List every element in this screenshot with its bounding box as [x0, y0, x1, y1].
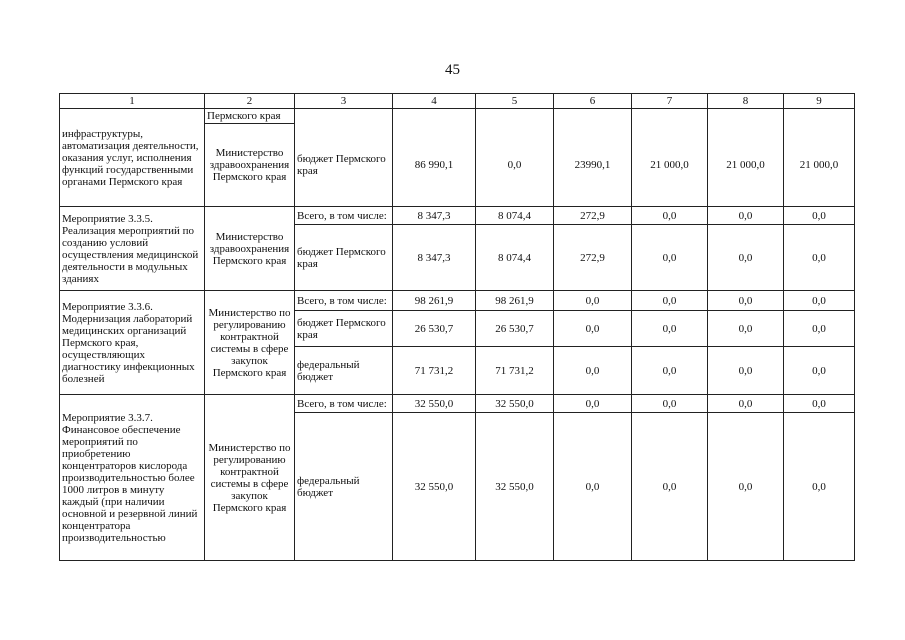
executor-cell: Министерство по регулированию контрактной системы в сфере закупок Пермского края: [205, 395, 295, 561]
value-cell: 21 000,0: [632, 124, 708, 207]
value-cell: 0,0: [554, 291, 632, 311]
executor-cell: Пермского края: [205, 109, 295, 124]
value-cell: 8 347,3: [393, 207, 476, 225]
funding-source: федеральный бюджет: [295, 413, 393, 561]
value-cell: 8 074,4: [476, 207, 554, 225]
value-cell: 0,0: [554, 413, 632, 561]
header-col-3: 3: [295, 94, 393, 109]
table-row: [60, 395, 855, 413]
value-cell: 0,0: [554, 347, 632, 395]
value-cell: 0,0: [632, 347, 708, 395]
value-cell: 0,0: [632, 207, 708, 225]
value-cell: 0,0: [784, 347, 855, 395]
value-cell: 0,0: [708, 347, 784, 395]
funding-source: бюджет Пермского края: [295, 225, 393, 291]
executor-cell: Министерство здравоохранения Пермского края: [205, 124, 295, 207]
header-col-4: 4: [393, 94, 476, 109]
measure-name: Мероприятие 3.3.7. Финансовое обеспечение мероприятий по приобретению концентраторов кислорода производительностью более 1000 литров в минуту каждый (при наличии основной и резервной линий концентратора производительностью: [60, 395, 205, 561]
table-row: [60, 109, 855, 124]
value-cell: 0,0: [554, 311, 632, 347]
value-cell: 0,0: [784, 413, 855, 561]
value-cell: 86 990,1: [393, 124, 476, 207]
value-cell: 0,0: [632, 311, 708, 347]
value-cell: 0,0: [784, 291, 855, 311]
funding-source: Всего, в том числе:: [295, 207, 393, 225]
measure-name: инфраструктуры, автоматизация деятельности, оказания услуг, исполнения функций государственными органами Пермского края: [60, 109, 205, 207]
header-col-7: 7: [632, 94, 708, 109]
value-cell: 26 530,7: [393, 311, 476, 347]
value-cell: 0,0: [784, 395, 855, 413]
value-cell: 32 550,0: [476, 413, 554, 561]
executor-cell: Министерство здравоохранения Пермского края: [205, 207, 295, 291]
value-cell: 98 261,9: [393, 291, 476, 311]
value-cell: 0,0: [708, 207, 784, 225]
value-cell: 272,9: [554, 225, 632, 291]
table-row: [60, 207, 855, 225]
value-cell: 0,0: [708, 395, 784, 413]
value-cell: 0,0: [632, 413, 708, 561]
value-cell: 21 000,0: [708, 124, 784, 207]
header-col-9: 9: [784, 94, 855, 109]
empty-cell: [708, 109, 784, 124]
value-cell: 0,0: [784, 207, 855, 225]
value-cell: 26 530,7: [476, 311, 554, 347]
budget-table: [59, 93, 855, 561]
header-row: [60, 94, 855, 109]
value-cell: 0,0: [784, 311, 855, 347]
empty-cell: [784, 109, 855, 124]
value-cell: 0,0: [554, 395, 632, 413]
measure-name: Мероприятие 3.3.5. Реализация мероприятий по созданию условий осуществления медицинской деятельности в модульных зданиях: [60, 207, 205, 291]
value-cell: 21 000,0: [784, 124, 855, 207]
value-cell: 0,0: [708, 291, 784, 311]
empty-cell: [476, 109, 554, 124]
value-cell: 8 074,4: [476, 225, 554, 291]
empty-cell: [554, 109, 632, 124]
header-col-1: 1: [60, 94, 205, 109]
value-cell: 23990,1: [554, 124, 632, 207]
funding-source: бюджет Пермского края: [295, 311, 393, 347]
value-cell: 32 550,0: [393, 413, 476, 561]
empty-cell: [295, 109, 393, 124]
value-cell: 8 347,3: [393, 225, 476, 291]
funding-source: федеральный бюджет: [295, 347, 393, 395]
value-cell: 0,0: [632, 291, 708, 311]
value-cell: 0,0: [784, 225, 855, 291]
executor-cell: Министерство по регулированию контрактной системы в сфере закупок Пермского края: [205, 291, 295, 395]
header-col-2: 2: [205, 94, 295, 109]
value-cell: 32 550,0: [393, 395, 476, 413]
value-cell: 0,0: [632, 225, 708, 291]
header-col-5: 5: [476, 94, 554, 109]
page-number: 45: [445, 62, 460, 78]
funding-source: бюджет Пермского края: [295, 124, 393, 207]
value-cell: 32 550,0: [476, 395, 554, 413]
measure-name: Мероприятие 3.3.6. Модернизация лабораторий медицинских организаций Пермского края, осуществляющих диагностику инфекционных болезней: [60, 291, 205, 395]
value-cell: 71 731,2: [476, 347, 554, 395]
empty-cell: [632, 109, 708, 124]
funding-source: Всего, в том числе:: [295, 291, 393, 311]
value-cell: 0,0: [632, 395, 708, 413]
empty-cell: [393, 109, 476, 124]
value-cell: 272,9: [554, 207, 632, 225]
value-cell: 0,0: [708, 413, 784, 561]
value-cell: 0,0: [708, 225, 784, 291]
value-cell: 0,0: [708, 311, 784, 347]
header-col-6: 6: [554, 94, 632, 109]
funding-source: Всего, в том числе:: [295, 395, 393, 413]
value-cell: 98 261,9: [476, 291, 554, 311]
table-row: [60, 291, 855, 311]
value-cell: 0,0: [476, 124, 554, 207]
header-col-8: 8: [708, 94, 784, 109]
value-cell: 71 731,2: [393, 347, 476, 395]
